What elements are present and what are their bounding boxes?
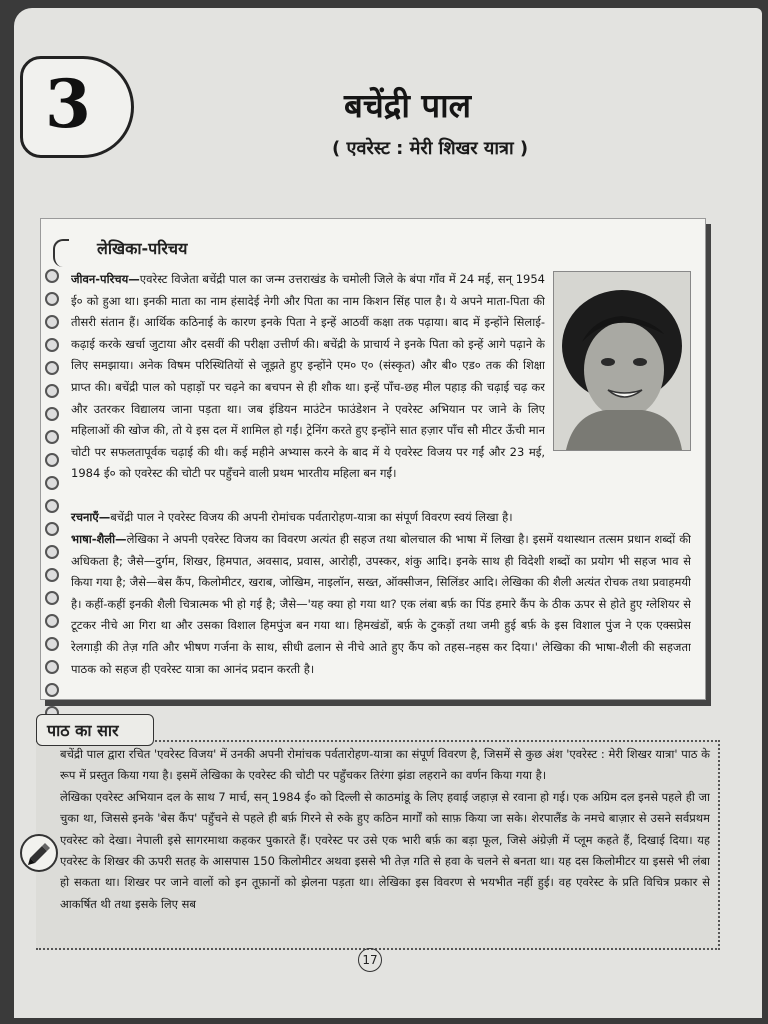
binder-ring-icon xyxy=(45,476,59,490)
binder-ring-icon xyxy=(45,315,59,329)
life-intro-paragraph-continued xyxy=(71,357,545,504)
binder-ring-icon xyxy=(45,338,59,352)
author-introduction-heading: लेखिका-परिचय xyxy=(97,239,188,258)
works-label: रचनाएँ— xyxy=(71,510,111,524)
works-paragraph xyxy=(71,507,691,529)
chapter-title: बचेंद्री पाल xyxy=(344,86,472,125)
page-number: 17 xyxy=(358,948,382,972)
book-page xyxy=(14,8,762,1018)
binder-ring-icon xyxy=(45,453,59,467)
summary-heading-box xyxy=(36,714,154,746)
chapter-number: 3 xyxy=(45,65,91,143)
binder-ring-icon xyxy=(45,292,59,306)
binder-ring-icon xyxy=(45,637,59,651)
chapter-subtitle: ( एवरेस्ट : मेरी शिखर यात्रा ) xyxy=(332,138,529,159)
life-intro-text: एवरेस्ट विजेता बचेंद्री पाल का जन्म उत्तराखंड के चमोली जिले के बंपा गाँव में 24 मई, सन् 1954 ई० को हुआ था। इनकी माता का नाम हंसादेई नेगी और पिता का नाम किशन सिंह पाल है। ये अपने माता-पिता की तीसरी संतान हैं। आर्थिक कठिनाई के कारण इनके पिता ने इन्हें आठवीं कक्षा तक पढ़ाया। बाद में इन्होंने सिलाई-कढ़ाई करके खर्चा जुटाया और दसवीं की परीक्षा उत्तीर्ण की। बचेंद्री के प्राचार्य ने इनके पिता को इन्हें आगे पढ़ाने के xyxy=(71,272,545,351)
binder-rings xyxy=(45,269,59,699)
binder-ring-icon xyxy=(45,683,59,697)
language-style-paragraph xyxy=(71,529,691,699)
language-style-text: लेखिका ने अपनी एवरेस्ट विजय का विवरण अत्यंत ही सहज तथा बोलचाल की भाषा में लिखा है। इसमें यथास्थान तत्सम प्रधान शब्दों की अधिकता है; जैसे—दुर्गम, शिखर, हिमपात, अवसाद, प्रवास, आरोही, उपस्कर, शंकु आदि। इनके साथ ही विदेशी शब्दों का प्रयोग भी सहज भाव से किया गया है; जैसे—बेस कैंप, किलोमीटर, खराब, जोखिम, नाइलॉन, सख्त, ऑक्सीजन, सिलिंडर आदि। लेखिका की शैली अत्यंत रोचक तथा प्रवाहमयी है। कहीं-कहीं इनकी शैली चित्रात्मक भी हो गई है; जैसे—'यह क्या हो गया था? एक लंबा बर्फ़ का पिंड हमारे कैंप के ठीक ऊपर से होते हुए ग्लेशियर से टूटकर नीचे आ गिरा था और उसका विशाल हिमपुंज बन गया था। हिमखंडों, बर्फ़ के टुकड़ों तथा जमी हुई बर्फ़ के इस विशाल पुंज ने एक एक्सप्रेस रेलगाड़ी की तेज़ गति और भीषण गर्जना के साथ, सीधी ढलान से नीचे आते हुए कैंप को तहस-नहस कर दिया।' लेखिका की भाषा-शैली की सहजता पाठक को सहज ही एवरेस्ट यात्रा का आनंद प्रदान करती है। xyxy=(71,532,691,676)
binder-ring-icon xyxy=(45,591,59,605)
binder-ring-icon xyxy=(45,384,59,398)
binder-ring-icon xyxy=(45,407,59,421)
binder-ring-icon xyxy=(45,522,59,536)
summary-heading: पाठ का सार xyxy=(47,721,119,740)
writing-hand-icon xyxy=(20,834,58,872)
author-introduction-box xyxy=(40,218,706,700)
binder-ring-icon xyxy=(45,545,59,559)
binder-ring-icon xyxy=(45,568,59,582)
life-intro-paragraph-top xyxy=(71,269,545,357)
language-style-label: भाषा-शैली— xyxy=(71,532,127,546)
binder-ring-icon xyxy=(45,660,59,674)
author-portrait-icon xyxy=(554,272,690,450)
summary-paragraph-1: बचेंद्री पाल द्वारा रचित 'एवरेस्ट विजय' में उनकी अपनी रोमांचक पर्वतारोहण-यात्रा का संपूर्ण विवरण है, जिसमें से कुछ अंश 'एवरेस्ट : मेरी शिखर यात्रा' पाठ के रूप में प्रस्तुत किया गया है। इसमें लेखिका के एवरेस्ट की चोटी पर पहुँचकर तिरंगा झंडा लहराने का वर्णन किया गया है। xyxy=(60,747,710,783)
binder-ring-icon xyxy=(45,430,59,444)
binder-ring-icon xyxy=(45,614,59,628)
life-intro-text-continued: लिए समझाया। अनेक विषम परिस्थितियों से जूझते हुए इन्होंने एम० ए० (संस्कृत) और बी० एड० तक की शिक्षा प्राप्त की। बचेंद्री पाल को पहाड़ों पर चढ़ने का बचपन से ही शौक था। इन्हें पाँच-छह मील पहाड़ की चढ़ाई चढ़ कर और उतरकर विद्यालय जाना पड़ता था। जब इंडियन माउंटेन फाउंडेशन ने एवरेस्ट अभियान पर जाने के लिए महिलाओं की खोज की, तो ये इस दल में शामिल हो गईं। ट्रेनिंग करते हुए इन्होंने सात हज़ार पाँच सौ मीटर ऊँची मान चोटी पर सफलतापूर्वक चढ़ाई की थी। कई महीने अभ्यास करने के बाद में ये एवरेस्ट विजय पर गईं और 23 मई, 1984 ई० को एवरेस्ट की चोटी पर पहुँचने वाली प्रथम भारतीय महिला बन गईं। xyxy=(71,358,545,481)
author-photo xyxy=(553,271,691,451)
binder-ring-icon xyxy=(45,269,59,283)
hook-icon xyxy=(53,239,69,267)
life-intro-label: जीवन-परिचय— xyxy=(71,272,140,286)
binder-ring-icon xyxy=(45,361,59,375)
binder-ring-icon xyxy=(45,499,59,513)
summary-paragraph-2: लेखिका एवरेस्ट अभियान दल के साथ 7 मार्च, सन् 1984 ई० को दिल्ली से काठमांडू के लिए हवाई जहाज़ से रवाना हो गई। एक अग्रिम दल इनसे पहले ही जा चुका था, जिससे इनके 'बेस कैंप' पहुँचने से पहले ही बर्फ़ गिरने से रुके हुए कठिन मार्गों को साफ़ किया जा सके। शेरपालैंड के नमचे बाज़ार से उसने सर्वप्रथम एवरेस्ट को देखा। नेपाली इसे सागरमाथा कहकर पुकारते हैं। एवरेस्ट पर उसे एक भारी बर्फ़ का बड़ा फूल, जिसे अंग्रेज़ी में प्लूम कहते हैं, दिखाई दिया। यह एवरेस्ट के शिखर की ऊपरी सतह के आसपास 150 किलोमीटर अथवा इससे भी तेज़ गति से हवा के चलने से बनता था। यह दस किलोमीटर या इससे भी लंबा हो सकता था। शिखर पर जाने वालों को इन तूफ़ानों को झेलना पड़ता था। लेखिका इस विवरण से भयभीत नहीं हुई। वह एवरेस्ट के प्रति विचित्र प्रकार से आकर्षित थी तथा इसके लिए सब xyxy=(60,789,710,911)
works-text: बचेंद्री पाल ने एवरेस्ट विजय की अपनी रोमांचक पर्वतारोहण-यात्रा का संपूर्ण विवरण स्वयं लिखा है। xyxy=(110,510,513,524)
summary-text xyxy=(60,744,710,915)
chapter-number-badge xyxy=(20,56,134,158)
